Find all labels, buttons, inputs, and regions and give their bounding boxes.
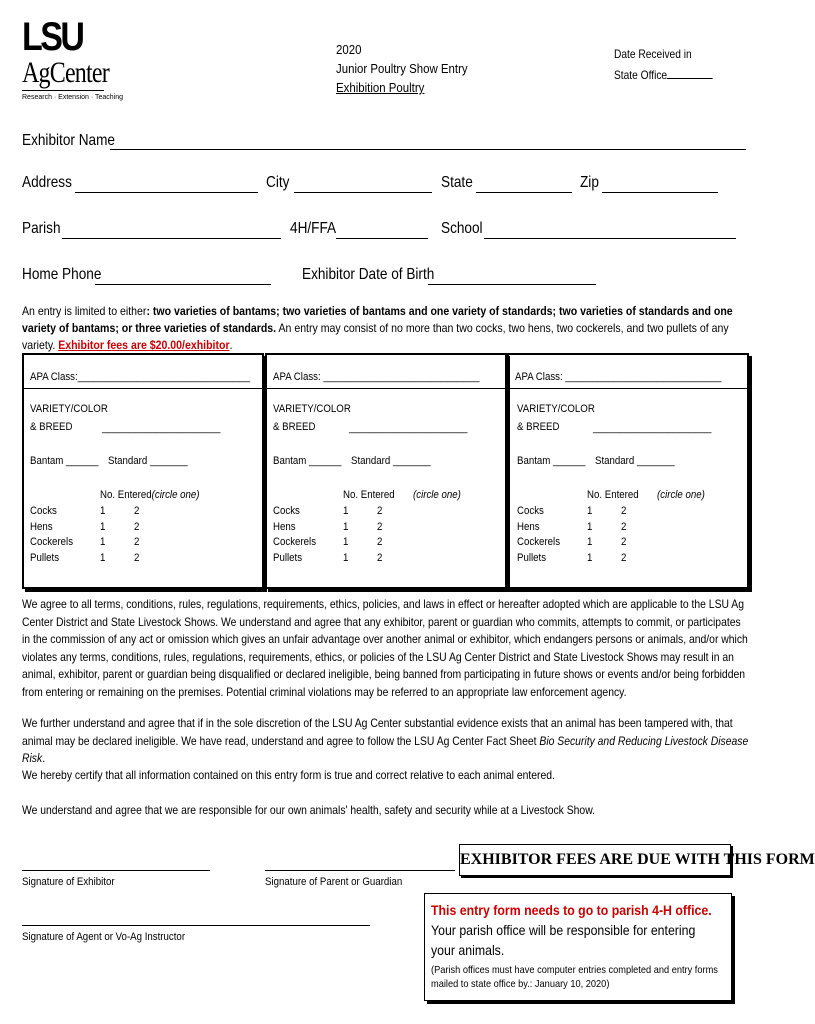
exhibitor-name-field[interactable]	[110, 149, 746, 150]
received-label-1: Date Received in	[614, 47, 692, 61]
date-received	[614, 44, 713, 86]
club-label: 4H/FFA	[290, 220, 337, 237]
no-entered-label: No. Entered(circle one)	[100, 489, 200, 501]
bantam-field[interactable]: Bantam ______	[273, 455, 342, 467]
count-two-column[interactable]: 2 2 2 2	[621, 505, 627, 564]
breed-label: & BREED	[273, 421, 316, 433]
address-label: Address	[22, 174, 72, 191]
animal-cockerels: Cockerels	[273, 536, 317, 548]
breed-field[interactable]: ______________________	[349, 422, 468, 434]
zip-field[interactable]	[602, 192, 718, 193]
exhibitor-name-label: Exhibitor Name	[22, 132, 115, 149]
animal-list	[273, 504, 316, 566]
dob-field[interactable]	[428, 284, 596, 285]
parish-office-note	[424, 893, 732, 1001]
standard-field[interactable]: Standard _______	[595, 455, 675, 467]
animal-hens: Hens	[517, 520, 540, 533]
divider	[267, 388, 505, 389]
animal-pullets: Pullets	[30, 551, 60, 564]
standard-field[interactable]: Standard _______	[351, 455, 431, 467]
circle-one-label: (circle one)	[413, 489, 461, 501]
animal-cocks: Cocks	[517, 505, 544, 517]
animal-cockerels: Cockerels	[517, 536, 561, 548]
agreement-paragraph-1: We agree to all terms, conditions, rules, regulations, requirements, ethics, policies, and laws in effect or hereafter adopted which are applicable to the LSU Ag Center District and State Livestock Shows. We understand and agree that any exhibitor, parent or guardian who commits, attempts to commit, or participates in the commission of any act or omission which gives an unfair advantage over another animal or exhibitor, which endangers persons or animals, and/or which violates any terms, conditions, rules, regulations, requirements, ethics, or policies of the LSU Ag Center District and State Livestock Shows may result in an animal, exhibitor, parent or guardian being disqualified or declared ineligible, being banned from participating in future shows or events and/or being forbidden from entering or remaining on the premises. Potential criminal violations may be referred to an appropriate law enforcement agency.	[22, 597, 748, 699]
agreement-paragraph-2: We further understand and agree that if in the sole discretion of the LSU Ag Center substantial evidence exists that an animal has been tampered with, that animal may be declared ineligible. We have read, understand and agree to follow the LSU Ag Center Fact Sheet Bio Security and Reducing Livestock Disease Risk.	[22, 716, 749, 765]
count-one-column[interactable]: 1 1 1 1	[343, 505, 349, 564]
agent-signature-label: Signature of Agent or Vo-Ag Instructor	[22, 931, 186, 943]
no-entered-label: No. Entered	[343, 489, 395, 501]
animal-pullets: Pullets	[273, 551, 303, 564]
agent-signature-field[interactable]	[22, 925, 370, 926]
bantam-field[interactable]: Bantam ______	[30, 455, 99, 467]
animal-list	[30, 504, 73, 566]
variety-label: VARIETY/COLOR	[517, 403, 595, 415]
entry-limit-text: An entry is limited to either: two varieties of bantams; two varieties of bantams and one variety of standards; two varieties of standards and one variety of bantams; or three varieties of standards. An entry may consist of no more than two cocks, two hens, two cockerels, and two pullets of any variety. Exhibitor fees are $20.00/exhibitor.	[22, 304, 733, 352]
exhibitor-signature-label: Signature of Exhibitor	[22, 876, 115, 888]
animal-pullets: Pullets	[517, 551, 547, 564]
city-field[interactable]	[294, 192, 432, 193]
parish-field[interactable]	[62, 238, 281, 239]
apa-class-label: APA Class: _____________________________	[273, 371, 480, 383]
parent-signature-label: Signature of Parent or Guardian	[265, 876, 403, 888]
class-box-1	[22, 353, 264, 589]
lsu-agcenter-logo	[22, 15, 124, 110]
breed-label: & BREED	[30, 421, 73, 433]
school-field[interactable]	[484, 238, 736, 239]
bantam-field[interactable]: Bantam ______	[517, 455, 586, 467]
count-one-column[interactable]: 1 1 1 1	[587, 505, 593, 564]
home-phone-field[interactable]	[95, 284, 271, 285]
logo-lsu: LSU	[22, 15, 83, 59]
class-box-2	[265, 353, 507, 589]
animal-hens: Hens	[273, 520, 296, 533]
zip-label: Zip	[580, 174, 599, 191]
address-field[interactable]	[75, 192, 258, 193]
breed-field[interactable]: ______________________	[102, 422, 221, 434]
apa-class-label: APA Class: _____________________________	[515, 371, 722, 383]
circle-one-label: (circle one)	[657, 489, 705, 501]
breed-label: & BREED	[517, 421, 560, 433]
apa-class-label: APA Class:________________________________	[30, 371, 250, 383]
count-two-column[interactable]: 2 2 2 2	[377, 505, 383, 564]
animal-cocks: Cocks	[30, 505, 57, 517]
club-field[interactable]	[336, 238, 428, 239]
city-label: City	[266, 174, 290, 191]
parent-signature-field[interactable]	[265, 870, 455, 871]
variety-label: VARIETY/COLOR	[30, 403, 108, 415]
class-box-3	[507, 353, 749, 589]
form-title-main: Junior Poultry Show Entry	[336, 61, 468, 76]
note-main: This entry form needs to go to parish 4-H office. Your parish office will be responsible for entering your animals.	[431, 902, 712, 958]
exhibitor-signature-field[interactable]	[22, 870, 210, 871]
animal-list	[517, 504, 560, 566]
count-two-column[interactable]: 2 2 2 2	[134, 505, 140, 564]
animal-hens: Hens	[30, 520, 53, 533]
responsibility-paragraph: We understand and agree that we are responsible for our own animals' health, safety and security while at a Livestock Show.	[22, 803, 596, 817]
breed-field[interactable]: ______________________	[593, 422, 712, 434]
form-year: 2020	[336, 42, 362, 57]
animal-cockerels: Cockerels	[30, 536, 74, 548]
divider	[509, 388, 747, 389]
school-label: School	[441, 220, 483, 237]
note-deadline: (Parish offices must have computer entries completed and entry forms mailed to state office by.: January 10, 2020)	[431, 964, 718, 990]
no-entered-label: No. Entered	[587, 489, 639, 501]
fees-due-banner: EXHIBITOR FEES ARE DUE WITH THIS FORM	[459, 844, 731, 876]
divider	[24, 388, 262, 389]
standard-field[interactable]: Standard _______	[108, 455, 188, 467]
logo-tagline: Research · Extension · Teaching	[22, 90, 104, 102]
animal-cocks: Cocks	[273, 505, 300, 517]
logo-agcenter: AgCenter	[22, 56, 109, 89]
state-label: State	[441, 174, 473, 191]
certify-paragraph: We hereby certify that all information contained on this entry form is true and correct relative to each animal entered.	[22, 768, 555, 782]
exhibitor-fee-text: Exhibitor fees are $20.00/exhibitor	[58, 338, 230, 352]
form-subtitle: Exhibition Poultry	[336, 80, 425, 95]
variety-label: VARIETY/COLOR	[273, 403, 351, 415]
received-label-2: State Office	[614, 65, 713, 86]
dob-label: Exhibitor Date of Birth	[302, 266, 435, 283]
parish-label: Parish	[22, 220, 61, 237]
home-phone-label: Home Phone	[22, 266, 102, 283]
count-one-column[interactable]: 1 1 1 1	[100, 505, 106, 564]
form-title	[336, 40, 468, 97]
state-field[interactable]	[476, 192, 572, 193]
